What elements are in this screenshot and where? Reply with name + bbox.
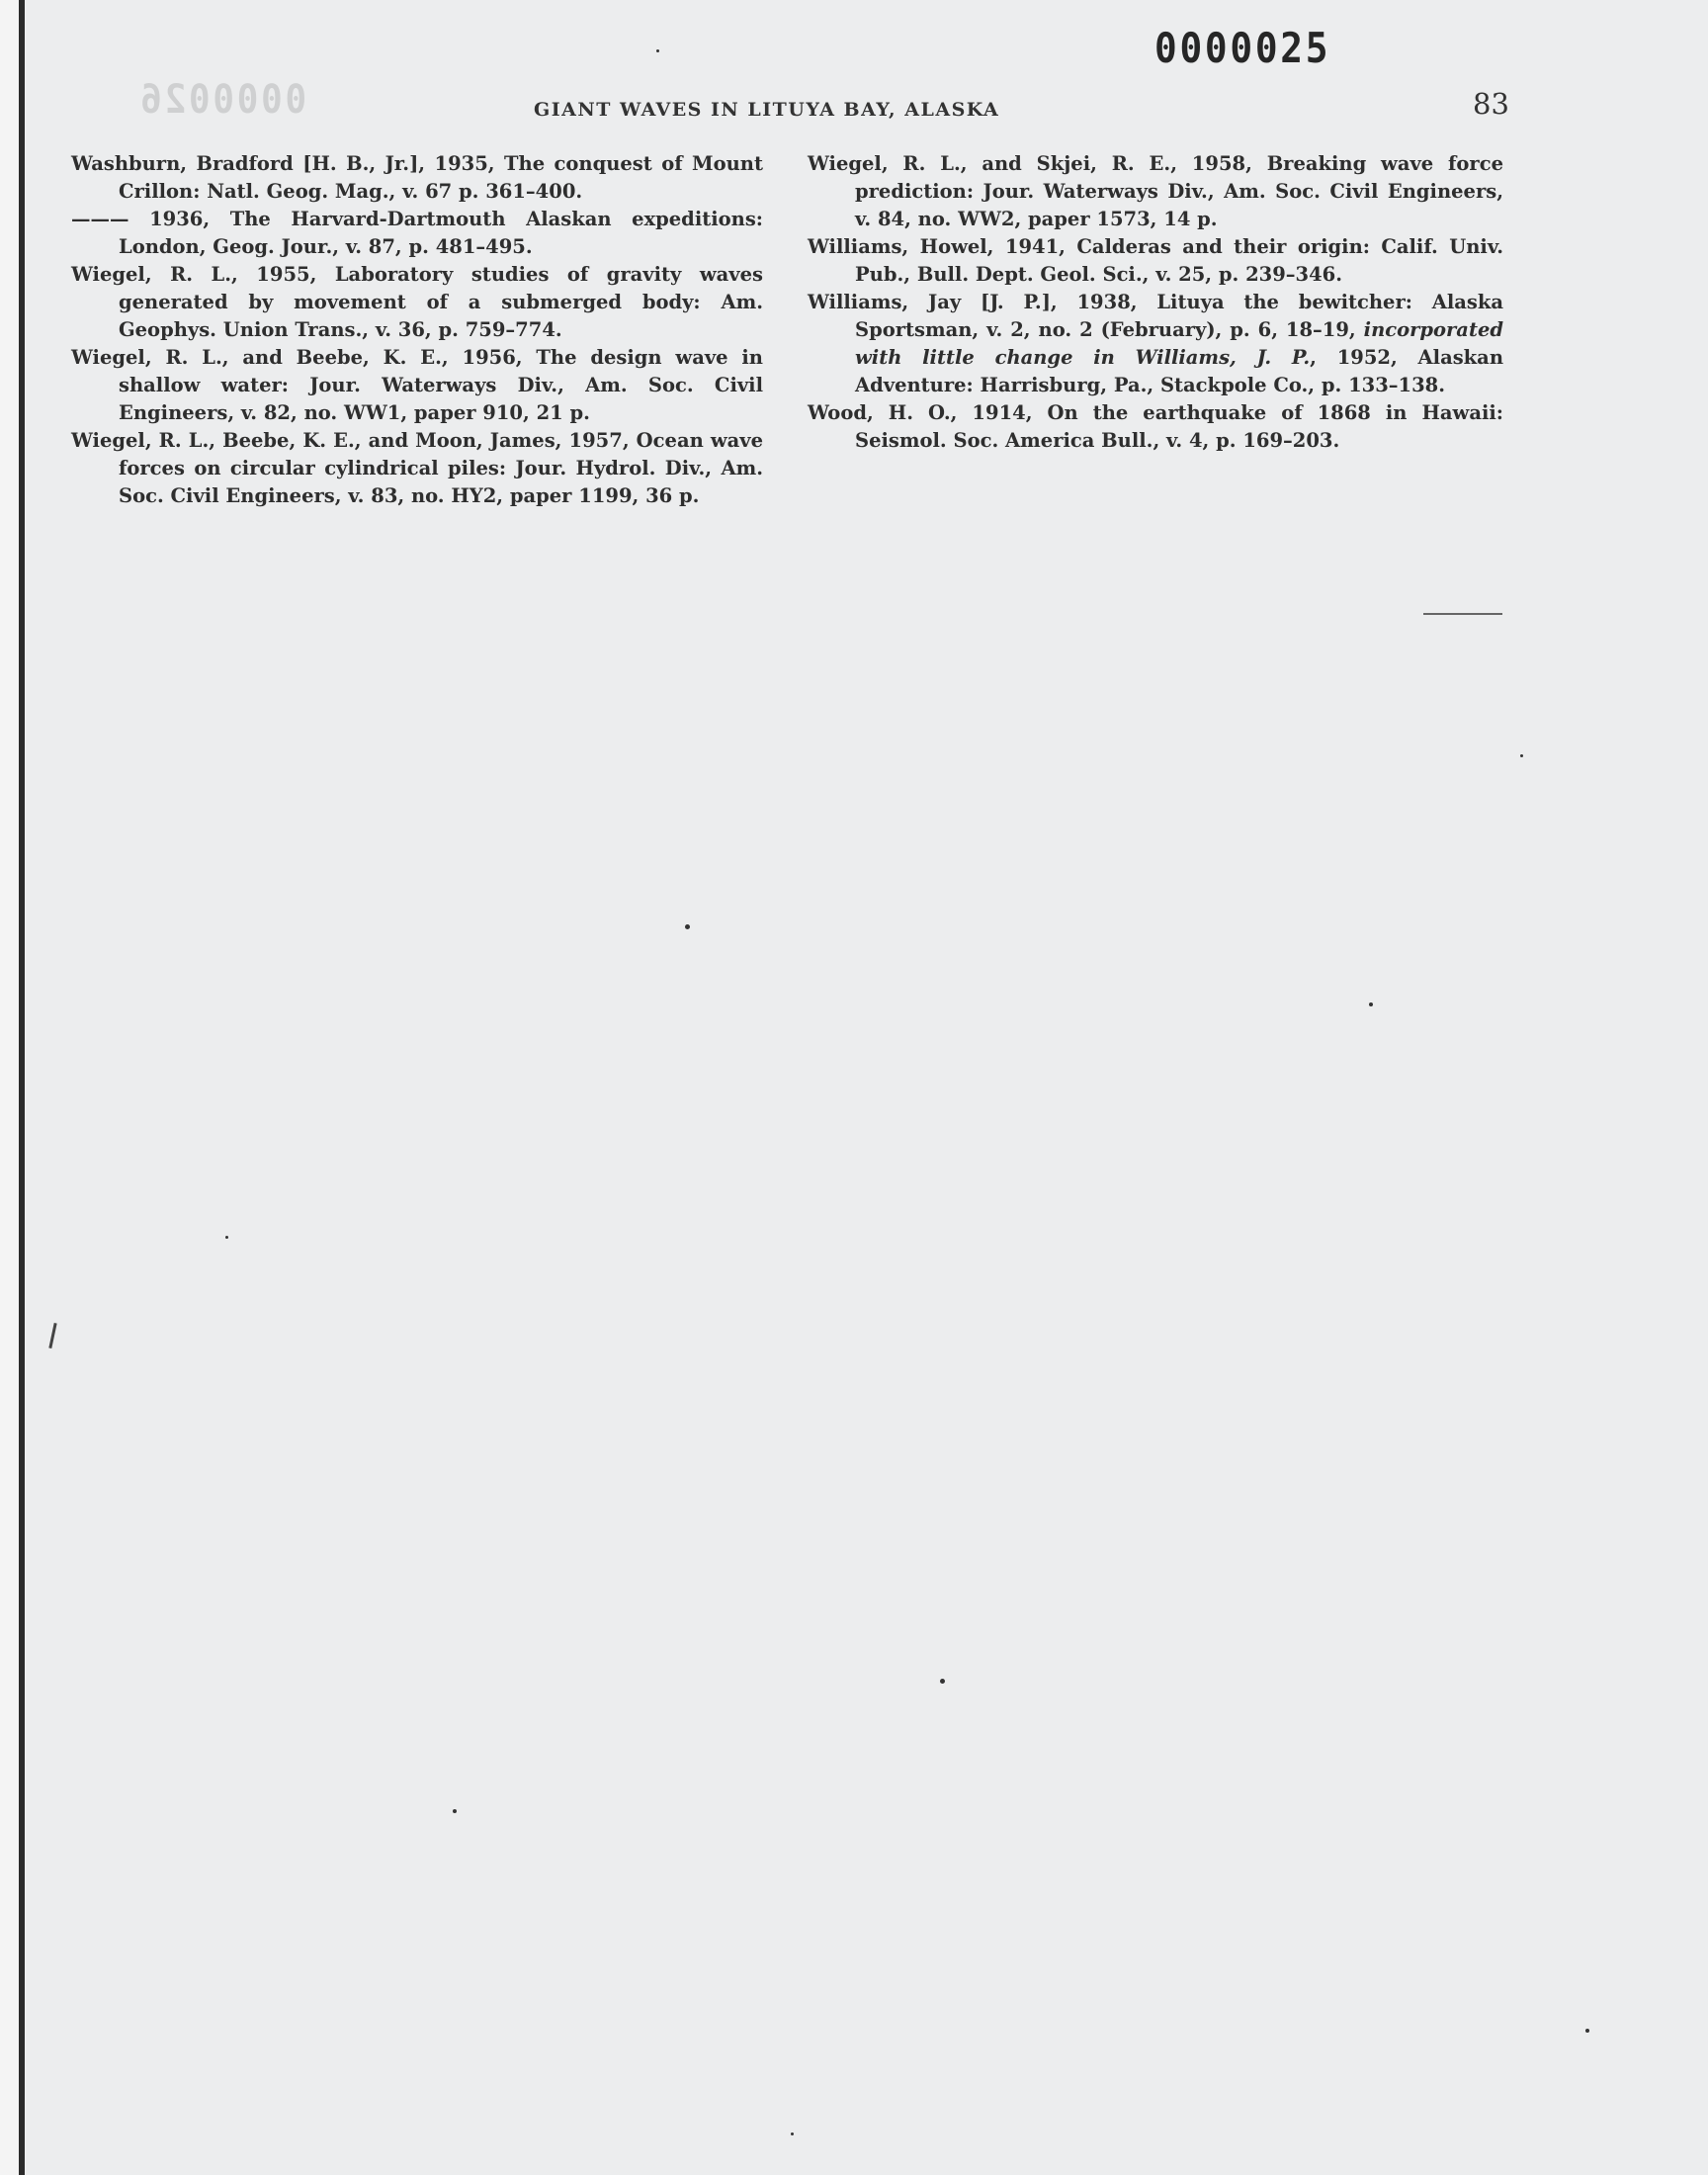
left-column-references — [71, 150, 763, 510]
reference-entry: Washburn, Bradford [H. B., Jr.], 1935, The conquest of Mount Crillon: Natl. Geog. Mag., v. 67 p. 361–400. — [71, 152, 763, 203]
right-column-references — [808, 150, 1503, 455]
scan-speck — [1585, 2029, 1589, 2033]
scan-speck — [453, 1809, 457, 1813]
reference-entry: Williams, Howel, 1941, Calderas and their origin: Calif. Univ. Pub., Bull. Dept. Geol. Sci., v. 25, p. 239–346. — [808, 235, 1503, 286]
scan-speck — [1369, 1002, 1373, 1006]
scan-speck — [685, 924, 690, 929]
document-number: 0000025 — [1154, 24, 1331, 72]
reference-entry: Wiegel, R. L., and Beebe, K. E., 1956, The design wave in shallow water: Jour. Waterways Div., Am. Soc. Civil Engineers, v. 82, no. WW1, paper 910, 21 p. — [71, 346, 763, 424]
scan-mark — [1423, 613, 1502, 615]
scan-speck — [1520, 754, 1523, 757]
reference-italic-text: incorporated with little change in Williams, J. P. — [855, 318, 1503, 369]
reference-entry: Wood, H. O., 1914, On the earthquake of 1868 in Hawaii: Seismol. Soc. America Bull., v. 4, p. 169–203. — [808, 401, 1503, 452]
reference-entry: Wiegel, R. L., and Skjei, R. E., 1958, Breaking wave force prediction: Jour. Waterways Div., Am. Soc. Civil Engineers, v. 84, no. WW2, paper 1573, 14 p. — [808, 152, 1503, 230]
reference-text: , 1952, Alaskan Adventure: Harrisburg, Pa., Stackpole Co., p. 133–138. — [855, 346, 1503, 396]
reference-entry — [808, 289, 1503, 399]
scan-speck — [656, 49, 659, 52]
page-binding-edge — [19, 0, 25, 2175]
scan-mark — [48, 1323, 56, 1348]
bleed-through-document-number: 0000026 — [137, 77, 307, 123]
reference-entry: Wiegel, R. L., Beebe, K. E., and Moon, James, 1957, Ocean wave forces on circular cylindrical piles: Jour. Hydrol. Div., Am. Soc. Civil Engineers, v. 83, no. HY2, paper 1199, 36 p. — [71, 429, 763, 507]
reference-text: Williams, Jay [J. P.], 1938, Lituya the bewitcher: Alaska Sportsman, v. 2, no. 2 (February), p. 6, 18–19, — [808, 291, 1503, 341]
reference-entry: Wiegel, R. L., 1955, Laboratory studies of gravity waves generated by movement of a submerged body: Am. Geophys. Union Trans., v. 36, p. 759–774. — [71, 263, 763, 341]
scan-speck — [940, 1679, 945, 1684]
page-number: 83 — [1473, 87, 1509, 121]
scan-speck — [791, 2132, 794, 2135]
scan-speck — [225, 1236, 228, 1239]
reference-entry: ——— 1936, The Harvard-Dartmouth Alaskan expeditions: London, Geog. Jour., v. 87, p. 481–495. — [71, 208, 763, 258]
running-head: GIANT WAVES IN LITUYA BAY, ALASKA — [534, 99, 1000, 121]
page-margin — [0, 0, 19, 2175]
